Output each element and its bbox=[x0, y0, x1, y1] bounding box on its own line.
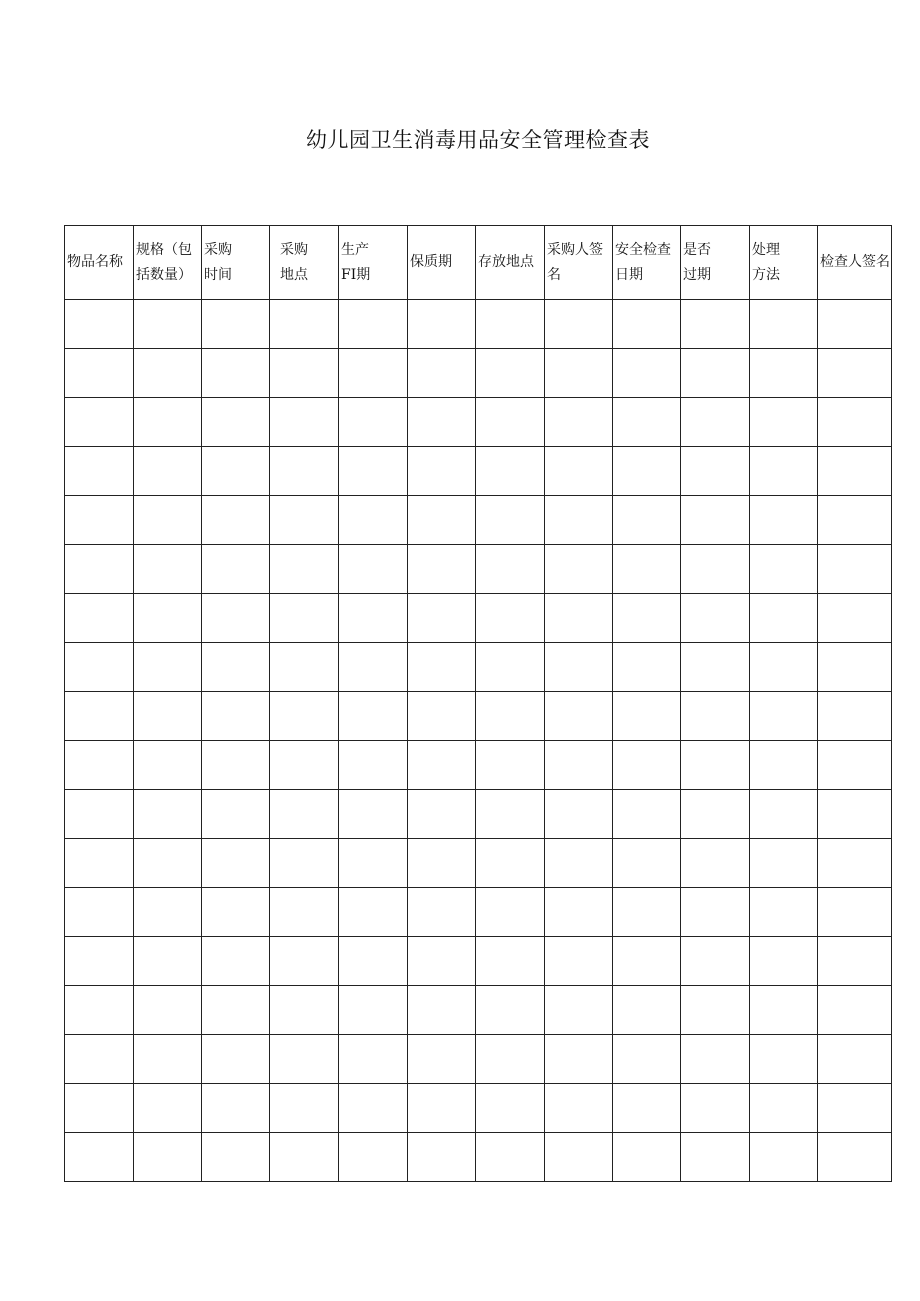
table-cell[interactable] bbox=[476, 349, 545, 398]
table-cell[interactable] bbox=[270, 349, 339, 398]
table-cell[interactable] bbox=[65, 1133, 134, 1182]
table-cell[interactable] bbox=[613, 398, 681, 447]
table-cell[interactable] bbox=[681, 349, 750, 398]
table-cell[interactable] bbox=[270, 496, 339, 545]
table-cell[interactable] bbox=[339, 1133, 408, 1182]
table-cell[interactable] bbox=[408, 692, 476, 741]
table-cell[interactable] bbox=[270, 937, 339, 986]
table-cell[interactable] bbox=[545, 1084, 613, 1133]
table-cell[interactable] bbox=[750, 643, 818, 692]
table-cell[interactable] bbox=[408, 1133, 476, 1182]
table-cell[interactable] bbox=[202, 741, 270, 790]
header-label: 处理 方法 bbox=[752, 241, 780, 283]
table-cell[interactable] bbox=[681, 888, 750, 937]
table-cell[interactable] bbox=[681, 790, 750, 839]
table-row bbox=[65, 545, 892, 594]
table-row bbox=[65, 398, 892, 447]
table-cell[interactable] bbox=[545, 790, 613, 839]
table-cell[interactable] bbox=[613, 790, 681, 839]
table-cell[interactable] bbox=[545, 300, 613, 349]
table-cell[interactable] bbox=[613, 839, 681, 888]
table-cell[interactable] bbox=[818, 594, 892, 643]
table-cell[interactable] bbox=[65, 741, 134, 790]
table-cell[interactable] bbox=[818, 1084, 892, 1133]
table-cell[interactable] bbox=[681, 447, 750, 496]
table-cell[interactable] bbox=[818, 447, 892, 496]
table-cell[interactable] bbox=[545, 692, 613, 741]
header-label: 规格（包括数量） bbox=[136, 241, 192, 283]
table-cell[interactable] bbox=[750, 839, 818, 888]
table-cell[interactable] bbox=[339, 1035, 408, 1084]
header-cell-item-name bbox=[65, 226, 134, 300]
table-cell[interactable] bbox=[65, 986, 134, 1035]
header-cell-production-date bbox=[339, 226, 408, 300]
table-cell[interactable] bbox=[750, 349, 818, 398]
table-cell[interactable] bbox=[134, 643, 202, 692]
table-cell[interactable] bbox=[270, 447, 339, 496]
table-cell[interactable] bbox=[818, 545, 892, 594]
table-cell[interactable] bbox=[613, 300, 681, 349]
table-cell[interactable] bbox=[408, 300, 476, 349]
table-cell[interactable] bbox=[750, 398, 818, 447]
table-cell[interactable] bbox=[613, 594, 681, 643]
table-cell[interactable] bbox=[339, 790, 408, 839]
table-cell[interactable] bbox=[65, 300, 134, 349]
table-cell[interactable] bbox=[270, 1035, 339, 1084]
table-cell[interactable] bbox=[270, 594, 339, 643]
table-cell[interactable] bbox=[408, 839, 476, 888]
table-cell[interactable] bbox=[613, 692, 681, 741]
table-cell[interactable] bbox=[65, 594, 134, 643]
table-cell[interactable] bbox=[202, 1035, 270, 1084]
table-cell[interactable] bbox=[750, 937, 818, 986]
table-cell[interactable] bbox=[202, 300, 270, 349]
table-cell[interactable] bbox=[750, 1084, 818, 1133]
table-cell[interactable] bbox=[681, 545, 750, 594]
table-cell[interactable] bbox=[339, 398, 408, 447]
table-cell[interactable] bbox=[545, 839, 613, 888]
table-row bbox=[65, 447, 892, 496]
table-cell[interactable] bbox=[202, 790, 270, 839]
table-cell[interactable] bbox=[339, 741, 408, 790]
table-cell[interactable] bbox=[476, 594, 545, 643]
table-cell[interactable] bbox=[270, 545, 339, 594]
table-cell[interactable] bbox=[545, 398, 613, 447]
table-cell[interactable] bbox=[681, 1133, 750, 1182]
table-cell[interactable] bbox=[339, 300, 408, 349]
table-cell[interactable] bbox=[476, 839, 545, 888]
table-cell[interactable] bbox=[339, 692, 408, 741]
table-cell[interactable] bbox=[270, 888, 339, 937]
table-cell[interactable] bbox=[65, 937, 134, 986]
table-cell[interactable] bbox=[134, 447, 202, 496]
table-row bbox=[65, 741, 892, 790]
header-label: 采购 时间 bbox=[204, 241, 232, 283]
table-cell[interactable] bbox=[270, 1133, 339, 1182]
table-cell[interactable] bbox=[476, 937, 545, 986]
table-cell[interactable] bbox=[270, 790, 339, 839]
table-cell[interactable] bbox=[613, 447, 681, 496]
table-cell[interactable] bbox=[339, 839, 408, 888]
table-cell[interactable] bbox=[681, 839, 750, 888]
table-row bbox=[65, 692, 892, 741]
table-cell[interactable] bbox=[339, 888, 408, 937]
table-cell[interactable] bbox=[202, 1084, 270, 1133]
table-cell[interactable] bbox=[134, 594, 202, 643]
table-cell[interactable] bbox=[408, 937, 476, 986]
table-cell[interactable] bbox=[613, 545, 681, 594]
header-label: 存放地点 bbox=[478, 254, 534, 270]
header-cell-shelf-life bbox=[408, 226, 476, 300]
table-cell[interactable] bbox=[545, 1035, 613, 1084]
header-cell-expired bbox=[681, 226, 750, 300]
table-cell[interactable] bbox=[202, 594, 270, 643]
table-cell[interactable] bbox=[818, 349, 892, 398]
table-cell[interactable] bbox=[476, 741, 545, 790]
table-cell[interactable] bbox=[270, 839, 339, 888]
table-cell[interactable] bbox=[65, 790, 134, 839]
table-cell[interactable] bbox=[545, 741, 613, 790]
table-cell[interactable] bbox=[545, 986, 613, 1035]
table-cell[interactable] bbox=[681, 986, 750, 1035]
table-cell[interactable] bbox=[476, 790, 545, 839]
table-cell[interactable] bbox=[134, 986, 202, 1035]
table-cell[interactable] bbox=[818, 692, 892, 741]
table-cell[interactable] bbox=[681, 1035, 750, 1084]
table-cell[interactable] bbox=[134, 1133, 202, 1182]
table-cell[interactable] bbox=[818, 986, 892, 1035]
table-cell[interactable] bbox=[408, 447, 476, 496]
table-cell[interactable] bbox=[476, 447, 545, 496]
table-cell[interactable] bbox=[818, 741, 892, 790]
table-cell[interactable] bbox=[476, 1084, 545, 1133]
table-cell[interactable] bbox=[134, 545, 202, 594]
header-label: 生产 FI期 bbox=[341, 241, 371, 283]
header-cell-purchase-time bbox=[202, 226, 270, 300]
table-cell[interactable] bbox=[202, 349, 270, 398]
table-cell[interactable] bbox=[408, 1035, 476, 1084]
table-cell[interactable] bbox=[134, 1035, 202, 1084]
table-cell[interactable] bbox=[202, 447, 270, 496]
table-cell[interactable] bbox=[818, 790, 892, 839]
table-cell[interactable] bbox=[476, 496, 545, 545]
header-cell-inspector-signature bbox=[818, 226, 892, 300]
table-cell[interactable] bbox=[202, 692, 270, 741]
table-cell[interactable] bbox=[818, 888, 892, 937]
table-cell[interactable] bbox=[134, 741, 202, 790]
table-cell[interactable] bbox=[339, 545, 408, 594]
table-cell[interactable] bbox=[408, 1084, 476, 1133]
table-cell[interactable] bbox=[818, 496, 892, 545]
table-cell[interactable] bbox=[681, 741, 750, 790]
table-cell[interactable] bbox=[681, 496, 750, 545]
header-cell-handling-method bbox=[750, 226, 818, 300]
table-cell[interactable] bbox=[134, 1084, 202, 1133]
table-cell[interactable] bbox=[818, 643, 892, 692]
table-cell[interactable] bbox=[818, 398, 892, 447]
header-cell-storage-location bbox=[476, 226, 545, 300]
table-cell[interactable] bbox=[613, 937, 681, 986]
header-cell-specification bbox=[134, 226, 202, 300]
table-cell[interactable] bbox=[65, 496, 134, 545]
header-cell-purchase-place bbox=[270, 226, 339, 300]
table-cell[interactable] bbox=[408, 643, 476, 692]
table-cell[interactable] bbox=[545, 888, 613, 937]
table-cell[interactable] bbox=[65, 349, 134, 398]
header-label: 物品名称 bbox=[67, 254, 123, 270]
table-cell[interactable] bbox=[202, 545, 270, 594]
table-cell[interactable] bbox=[476, 545, 545, 594]
table-row bbox=[65, 839, 892, 888]
table-cell[interactable] bbox=[681, 300, 750, 349]
table-cell[interactable] bbox=[408, 741, 476, 790]
table-cell[interactable] bbox=[545, 643, 613, 692]
header-row bbox=[65, 226, 892, 300]
table-cell[interactable] bbox=[613, 1084, 681, 1133]
header-label: 检查人签名 bbox=[820, 254, 890, 270]
table-cell[interactable] bbox=[134, 398, 202, 447]
table-cell[interactable] bbox=[202, 643, 270, 692]
table-cell[interactable] bbox=[134, 349, 202, 398]
table-cell[interactable] bbox=[750, 741, 818, 790]
table-row bbox=[65, 300, 892, 349]
table-cell[interactable] bbox=[65, 692, 134, 741]
table-cell[interactable] bbox=[408, 888, 476, 937]
table-cell[interactable] bbox=[613, 888, 681, 937]
header-label: 采购人签名 bbox=[547, 241, 603, 283]
table-cell[interactable] bbox=[681, 643, 750, 692]
table-cell[interactable] bbox=[476, 986, 545, 1035]
table-cell[interactable] bbox=[270, 986, 339, 1035]
table-cell[interactable] bbox=[818, 937, 892, 986]
table-cell[interactable] bbox=[476, 300, 545, 349]
table-cell[interactable] bbox=[339, 594, 408, 643]
table-cell[interactable] bbox=[202, 839, 270, 888]
table-cell[interactable] bbox=[545, 594, 613, 643]
table-cell[interactable] bbox=[65, 1035, 134, 1084]
table-cell[interactable] bbox=[202, 398, 270, 447]
table-cell[interactable] bbox=[476, 692, 545, 741]
table-row bbox=[65, 496, 892, 545]
table-cell[interactable] bbox=[270, 692, 339, 741]
header-label: 是否 过期 bbox=[683, 241, 711, 283]
table-cell[interactable] bbox=[134, 888, 202, 937]
table-row bbox=[65, 1133, 892, 1182]
table-row bbox=[65, 1035, 892, 1084]
table-cell[interactable] bbox=[408, 349, 476, 398]
table-row bbox=[65, 937, 892, 986]
table-cell[interactable] bbox=[476, 888, 545, 937]
table-cell[interactable] bbox=[750, 545, 818, 594]
table-cell[interactable] bbox=[65, 398, 134, 447]
table-cell[interactable] bbox=[545, 447, 613, 496]
table-row bbox=[65, 790, 892, 839]
table-cell[interactable] bbox=[476, 398, 545, 447]
table-cell[interactable] bbox=[750, 447, 818, 496]
table-cell[interactable] bbox=[134, 692, 202, 741]
table-cell[interactable] bbox=[545, 1133, 613, 1182]
table-cell[interactable] bbox=[270, 1084, 339, 1133]
table-cell[interactable] bbox=[134, 839, 202, 888]
table-cell[interactable] bbox=[681, 398, 750, 447]
table-cell[interactable] bbox=[750, 986, 818, 1035]
table-cell[interactable] bbox=[750, 888, 818, 937]
header-label: 采购 地点 bbox=[280, 241, 308, 283]
table-cell[interactable] bbox=[750, 300, 818, 349]
table-row bbox=[65, 888, 892, 937]
inspection-table bbox=[64, 225, 892, 1182]
table-cell[interactable] bbox=[408, 545, 476, 594]
table-cell[interactable] bbox=[65, 643, 134, 692]
table-body bbox=[65, 300, 892, 1182]
table-row bbox=[65, 643, 892, 692]
table-cell[interactable] bbox=[202, 1133, 270, 1182]
table-cell[interactable] bbox=[750, 1133, 818, 1182]
table-cell[interactable] bbox=[613, 643, 681, 692]
table-cell[interactable] bbox=[408, 496, 476, 545]
table-cell[interactable] bbox=[408, 398, 476, 447]
table-cell[interactable] bbox=[65, 545, 134, 594]
table-cell[interactable] bbox=[750, 790, 818, 839]
table-cell[interactable] bbox=[818, 1133, 892, 1182]
table-cell[interactable] bbox=[476, 1133, 545, 1182]
table-cell[interactable] bbox=[818, 839, 892, 888]
table-cell[interactable] bbox=[339, 349, 408, 398]
table-cell[interactable] bbox=[750, 594, 818, 643]
table-cell[interactable] bbox=[202, 937, 270, 986]
table-cell[interactable] bbox=[545, 349, 613, 398]
table-cell[interactable] bbox=[476, 1035, 545, 1084]
table-cell[interactable] bbox=[408, 790, 476, 839]
table-cell[interactable] bbox=[613, 986, 681, 1035]
table-cell[interactable] bbox=[681, 692, 750, 741]
table-cell[interactable] bbox=[545, 545, 613, 594]
table-cell[interactable] bbox=[339, 643, 408, 692]
table-cell[interactable] bbox=[202, 986, 270, 1035]
table-cell[interactable] bbox=[681, 1084, 750, 1133]
table-cell[interactable] bbox=[818, 1035, 892, 1084]
table-cell[interactable] bbox=[545, 496, 613, 545]
table-cell[interactable] bbox=[134, 300, 202, 349]
table-cell[interactable] bbox=[134, 790, 202, 839]
table-cell[interactable] bbox=[613, 1035, 681, 1084]
document-title: 幼儿园卫生消毒用品安全管理检查表 bbox=[306, 128, 650, 152]
table-cell[interactable] bbox=[339, 937, 408, 986]
table-cell[interactable] bbox=[750, 692, 818, 741]
header-cell-inspection-date bbox=[613, 226, 681, 300]
table-row bbox=[65, 349, 892, 398]
table-cell[interactable] bbox=[408, 594, 476, 643]
table-cell[interactable] bbox=[339, 1084, 408, 1133]
table-cell[interactable] bbox=[270, 643, 339, 692]
table-cell[interactable] bbox=[65, 888, 134, 937]
table-cell[interactable] bbox=[270, 300, 339, 349]
table-cell[interactable] bbox=[613, 349, 681, 398]
header-label: 保质期 bbox=[410, 254, 452, 270]
table-cell[interactable] bbox=[750, 496, 818, 545]
table-cell[interactable] bbox=[750, 1035, 818, 1084]
table-cell[interactable] bbox=[613, 496, 681, 545]
header-cell-purchaser-signature bbox=[545, 226, 613, 300]
table-cell[interactable] bbox=[270, 398, 339, 447]
table-cell[interactable] bbox=[202, 888, 270, 937]
table-cell[interactable] bbox=[818, 300, 892, 349]
table-cell[interactable] bbox=[339, 986, 408, 1035]
table-cell[interactable] bbox=[681, 594, 750, 643]
table-cell[interactable] bbox=[476, 643, 545, 692]
table-cell[interactable] bbox=[339, 447, 408, 496]
table-row bbox=[65, 986, 892, 1035]
table-cell[interactable] bbox=[134, 937, 202, 986]
table-row bbox=[65, 594, 892, 643]
table-cell[interactable] bbox=[545, 937, 613, 986]
table-cell[interactable] bbox=[339, 496, 408, 545]
table-cell[interactable] bbox=[613, 1133, 681, 1182]
table-cell[interactable] bbox=[134, 496, 202, 545]
table-cell[interactable] bbox=[270, 741, 339, 790]
header-label: 安全检查日期 bbox=[615, 241, 671, 283]
table-cell[interactable] bbox=[681, 937, 750, 986]
table-cell[interactable] bbox=[202, 496, 270, 545]
table-cell[interactable] bbox=[613, 741, 681, 790]
table-cell[interactable] bbox=[408, 986, 476, 1035]
table-row bbox=[65, 1084, 892, 1133]
table-cell[interactable] bbox=[65, 447, 134, 496]
table-cell[interactable] bbox=[65, 1084, 134, 1133]
table-cell[interactable] bbox=[65, 839, 134, 888]
